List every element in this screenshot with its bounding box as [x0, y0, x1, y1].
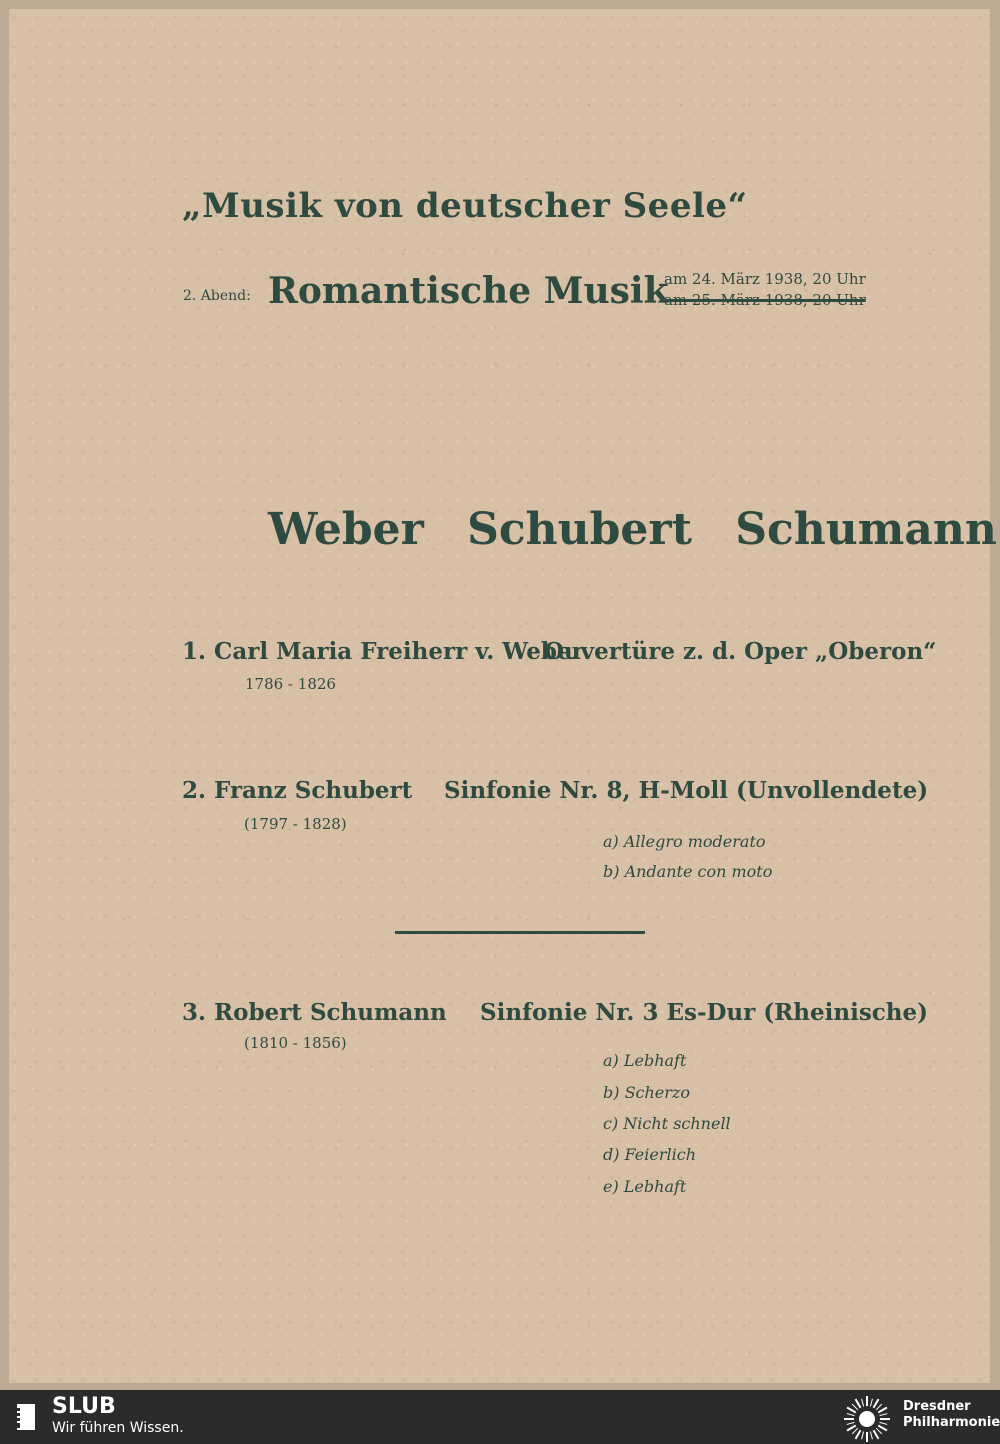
library-name: SLUB [52, 1394, 116, 1419]
piece-2-composer: 2. Franz Schubert [182, 777, 413, 804]
piece-2-movement-b: b) Andante con moto [603, 862, 773, 881]
piece-2-movement-a: a) Allegro moderato [603, 832, 766, 851]
piece-3-movement-a: a) Lebhaft [603, 1051, 687, 1070]
piece-3-composer: 3. Robert Schumann [182, 999, 447, 1026]
piece-3-movement-c: c) Nicht schnell [603, 1114, 731, 1133]
partner-name: Dresdner Philharmonie [903, 1399, 1000, 1430]
piece-3-years: (1810 - 1856) [244, 1034, 347, 1052]
footer-bar [0, 1390, 1000, 1444]
piece-1-years: 1786 - 1826 [245, 675, 336, 693]
library-tagline: Wir führen Wissen. [52, 1420, 184, 1436]
concert-date: am 24. März 1938, 20 Uhr [664, 270, 866, 288]
piece-3-movement-e: e) Lebhaft [603, 1177, 687, 1196]
philharmonie-logo-icon [842, 1394, 892, 1444]
piece-3-movement-d: d) Feierlich [603, 1145, 696, 1164]
series-title: „Musik von deutscher Seele“ [182, 186, 748, 226]
piece-2-years: (1797 - 1828) [244, 815, 347, 833]
piece-1-work: Ouvertüre z. d. Oper „Oberon“ [544, 638, 937, 665]
evening-label: 2. Abend: [183, 288, 251, 304]
slub-logo-icon [14, 1402, 38, 1432]
piece-2-work: Sinfonie Nr. 8, H-Moll (Unvollendete) [444, 777, 929, 804]
section-divider [395, 931, 645, 934]
piece-3-work: Sinfonie Nr. 3 Es-Dur (Rheinische) [480, 999, 929, 1026]
composers-heading: Weber Schubert Schumann [268, 504, 997, 555]
evening-title: Romantische Musik [268, 270, 669, 312]
concert-date-struck: am 25. März 1938, 20 Uhr [664, 291, 866, 309]
piece-1-composer: 1. Carl Maria Freiherr v. Weber [182, 638, 584, 665]
piece-3-movement-b: b) Scherzo [603, 1083, 690, 1102]
